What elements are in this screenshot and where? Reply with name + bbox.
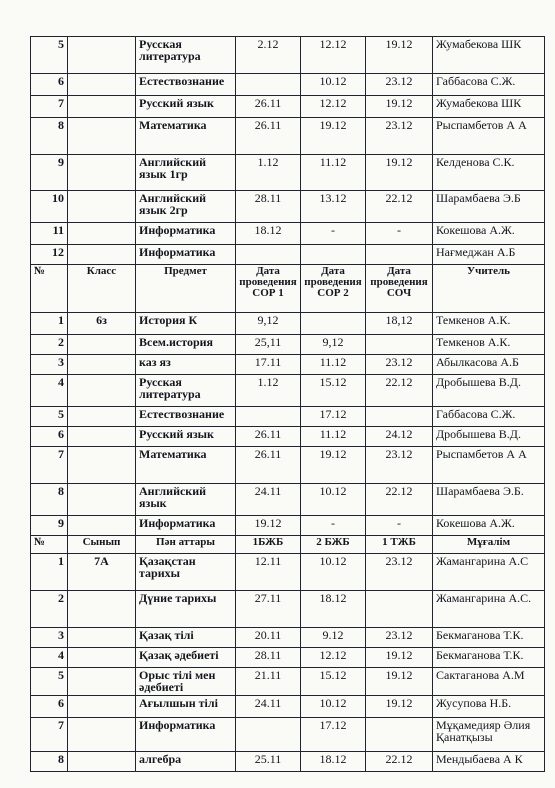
table-row xyxy=(31,335,545,355)
class-name-cell: 7А xyxy=(68,554,136,591)
subject-name-cell: Қазақ тілі xyxy=(136,628,236,648)
table-row xyxy=(31,628,545,648)
row-number-cell: 6 xyxy=(31,74,68,96)
date-2-cell: 17.12 xyxy=(301,407,366,427)
teacher-name-cell: Кокешова А.Ж. xyxy=(433,516,545,536)
date-3-cell: 24.12 xyxy=(366,427,433,447)
date-2-cell: 19.12 xyxy=(301,118,366,155)
date-1-cell: 26.11 xyxy=(236,96,301,118)
table-row xyxy=(31,648,545,668)
teacher-name-cell: Темкенов А.К. xyxy=(433,313,545,335)
date-3-cell: 23.12 xyxy=(366,628,433,648)
table-row xyxy=(31,752,545,772)
table-row xyxy=(31,668,545,696)
date-3-cell: 19.12 xyxy=(366,155,433,191)
class-name-cell xyxy=(68,628,136,648)
date-1-cell: 9,12 xyxy=(236,313,301,335)
date-1-cell: 24.11 xyxy=(236,484,301,516)
date-3-cell xyxy=(366,335,433,355)
date-2-cell: 10.12 xyxy=(301,484,366,516)
subject-name-cell: Дүние тарихы xyxy=(136,591,236,628)
subject-name-cell: Информатика xyxy=(136,718,236,752)
table-row xyxy=(31,223,545,245)
teacher-name-cell: Рыспамбетов А А xyxy=(433,118,545,155)
date-3-cell xyxy=(366,407,433,427)
date-1-cell: 19.12 xyxy=(236,516,301,536)
subject-name-cell: Ағылшын тілі xyxy=(136,696,236,718)
class-name-cell xyxy=(68,96,136,118)
header-date-3-cell: Дата проведения СОЧ xyxy=(366,265,433,313)
teacher-name-cell: Габбасова С.Ж. xyxy=(433,74,545,96)
row-number-cell: 7 xyxy=(31,96,68,118)
teacher-name-cell: Мендыбаева А К xyxy=(433,752,545,772)
table-header-row xyxy=(31,536,545,554)
date-3-cell: - xyxy=(366,223,433,245)
date-2-cell: 15.12 xyxy=(301,668,366,696)
teacher-name-cell: Дробышева В.Д. xyxy=(433,375,545,407)
date-3-cell xyxy=(366,591,433,628)
class-name-cell xyxy=(68,696,136,718)
subject-name-cell: Естествознание xyxy=(136,74,236,96)
date-2-cell: 10.12 xyxy=(301,696,366,718)
date-1-cell xyxy=(236,407,301,427)
class-name-cell xyxy=(68,245,136,265)
date-2-cell: 9.12 xyxy=(301,628,366,648)
subject-name-cell: Қазақстан тарихы xyxy=(136,554,236,591)
subject-name-cell: Информатика xyxy=(136,245,236,265)
subject-name-cell: Информатика xyxy=(136,223,236,245)
date-3-cell: 19.12 xyxy=(366,696,433,718)
row-number-cell: 4 xyxy=(31,375,68,407)
date-2-cell: 9,12 xyxy=(301,335,366,355)
schedule-body xyxy=(31,37,545,772)
teacher-name-cell: Кокешова А.Ж. xyxy=(433,223,545,245)
date-1-cell: 1.12 xyxy=(236,155,301,191)
header-date-1-cell: 1БЖБ xyxy=(236,536,301,554)
date-1-cell xyxy=(236,718,301,752)
row-number-cell: 9 xyxy=(31,516,68,536)
teacher-name-cell: Жамангарина А.С xyxy=(433,554,545,591)
date-2-cell: 12.12 xyxy=(301,648,366,668)
date-3-cell xyxy=(366,245,433,265)
header-class-name-cell: Сынып xyxy=(68,536,136,554)
date-2-cell: - xyxy=(301,223,366,245)
table-row xyxy=(31,484,545,516)
subject-name-cell: Русская литература xyxy=(136,37,236,74)
date-2-cell: 11.12 xyxy=(301,155,366,191)
class-name-cell xyxy=(68,427,136,447)
header-date-3-cell: 1 ТЖБ xyxy=(366,536,433,554)
date-3-cell: 19.12 xyxy=(366,668,433,696)
row-number-cell: 2 xyxy=(31,335,68,355)
row-number-cell: 4 xyxy=(31,648,68,668)
date-2-cell: 19.12 xyxy=(301,447,366,484)
row-number-cell: 3 xyxy=(31,355,68,375)
row-number-cell: 12 xyxy=(31,245,68,265)
teacher-name-cell: Жамангарина А.С. xyxy=(433,591,545,628)
date-2-cell: 12.12 xyxy=(301,96,366,118)
table-row xyxy=(31,696,545,718)
teacher-name-cell: Нағмеджан А.Б xyxy=(433,245,545,265)
teacher-name-cell: Жумабекова ШК xyxy=(433,96,545,118)
row-number-cell: 8 xyxy=(31,484,68,516)
class-name-cell xyxy=(68,155,136,191)
date-1-cell: 12.11 xyxy=(236,554,301,591)
header-date-2-cell: Дата проведения СОР 2 xyxy=(301,265,366,313)
date-2-cell: 11.12 xyxy=(301,427,366,447)
date-1-cell: 18.12 xyxy=(236,223,301,245)
teacher-name-cell: Жумабекова ШК xyxy=(433,37,545,74)
date-3-cell: 23.12 xyxy=(366,355,433,375)
table-row xyxy=(31,155,545,191)
row-number-cell: 8 xyxy=(31,118,68,155)
class-name-cell xyxy=(68,223,136,245)
class-name-cell xyxy=(68,74,136,96)
table-row xyxy=(31,407,545,427)
teacher-name-cell: Рыспамбетов А А xyxy=(433,447,545,484)
class-name-cell xyxy=(68,484,136,516)
class-name-cell xyxy=(68,191,136,223)
header-subject-name-cell: Предмет xyxy=(136,265,236,313)
row-number-cell: 7 xyxy=(31,447,68,484)
subject-name-cell: каз яз xyxy=(136,355,236,375)
class-name-cell xyxy=(68,516,136,536)
header-row-number-cell: № xyxy=(31,536,68,554)
subject-name-cell: История К xyxy=(136,313,236,335)
table-row xyxy=(31,191,545,223)
table-row xyxy=(31,96,545,118)
subject-name-cell: Математика xyxy=(136,118,236,155)
date-3-cell: 23.12 xyxy=(366,447,433,484)
subject-name-cell: Русский язык xyxy=(136,96,236,118)
date-2-cell xyxy=(301,245,366,265)
table-header-row xyxy=(31,265,545,313)
class-name-cell xyxy=(68,407,136,427)
date-1-cell xyxy=(236,245,301,265)
subject-name-cell: Қазақ әдебиеті xyxy=(136,648,236,668)
class-name-cell xyxy=(68,118,136,155)
date-3-cell: 22.12 xyxy=(366,484,433,516)
class-name-cell xyxy=(68,591,136,628)
teacher-name-cell: Сактаганова А.М xyxy=(433,668,545,696)
class-name-cell xyxy=(68,668,136,696)
teacher-name-cell: Бекмаганова Т.К. xyxy=(433,648,545,668)
table-row xyxy=(31,447,545,484)
row-number-cell: 5 xyxy=(31,37,68,74)
table-row xyxy=(31,74,545,96)
class-name-cell xyxy=(68,375,136,407)
table-row xyxy=(31,313,545,335)
date-2-cell: 10.12 xyxy=(301,74,366,96)
date-3-cell: 19.12 xyxy=(366,96,433,118)
table-row xyxy=(31,355,545,375)
header-row-number-cell: № xyxy=(31,265,68,313)
teacher-name-cell: Дробышева В.Д. xyxy=(433,427,545,447)
table-row xyxy=(31,427,545,447)
date-1-cell: 27.11 xyxy=(236,591,301,628)
date-1-cell: 25.11 xyxy=(236,752,301,772)
date-1-cell: 28.11 xyxy=(236,648,301,668)
date-3-cell: 23.12 xyxy=(366,554,433,591)
date-2-cell: 13.12 xyxy=(301,191,366,223)
subject-name-cell: Информатика xyxy=(136,516,236,536)
date-2-cell: 10.12 xyxy=(301,554,366,591)
row-number-cell: 1 xyxy=(31,313,68,335)
class-name-cell xyxy=(68,37,136,74)
header-subject-name-cell: Пән аттары xyxy=(136,536,236,554)
date-3-cell: 22.12 xyxy=(366,375,433,407)
date-2-cell: 11.12 xyxy=(301,355,366,375)
date-1-cell: 24.11 xyxy=(236,696,301,718)
teacher-name-cell: Габбасова С.Ж. xyxy=(433,407,545,427)
date-1-cell: 1.12 xyxy=(236,375,301,407)
date-1-cell: 17.11 xyxy=(236,355,301,375)
row-number-cell: 8 xyxy=(31,752,68,772)
teacher-name-cell: Мұқамедияр Әлия Қанатқызы xyxy=(433,718,545,752)
row-number-cell: 3 xyxy=(31,628,68,648)
date-1-cell: 2.12 xyxy=(236,37,301,74)
date-1-cell: 21.11 xyxy=(236,668,301,696)
date-3-cell: 23.12 xyxy=(366,118,433,155)
subject-name-cell: Английский язык xyxy=(136,484,236,516)
row-number-cell: 5 xyxy=(31,407,68,427)
date-1-cell: 20.11 xyxy=(236,628,301,648)
table-row xyxy=(31,375,545,407)
teacher-name-cell: Келденова С.К. xyxy=(433,155,545,191)
table-row xyxy=(31,245,545,265)
row-number-cell: 10 xyxy=(31,191,68,223)
header-date-1-cell: Дата проведения СОР 1 xyxy=(236,265,301,313)
date-1-cell: 26.11 xyxy=(236,427,301,447)
subject-name-cell: алгебра xyxy=(136,752,236,772)
date-2-cell: 18.12 xyxy=(301,752,366,772)
row-number-cell: 5 xyxy=(31,668,68,696)
date-1-cell: 25,11 xyxy=(236,335,301,355)
row-number-cell: 6 xyxy=(31,696,68,718)
teacher-name-cell: Темкенов А.К. xyxy=(433,335,545,355)
date-1-cell: 26.11 xyxy=(236,447,301,484)
class-name-cell xyxy=(68,718,136,752)
class-name-cell xyxy=(68,447,136,484)
date-3-cell: - xyxy=(366,516,433,536)
class-name-cell xyxy=(68,648,136,668)
date-3-cell: 22.12 xyxy=(366,752,433,772)
row-number-cell: 11 xyxy=(31,223,68,245)
teacher-name-cell: Абылкасова А.Б xyxy=(433,355,545,375)
date-2-cell xyxy=(301,313,366,335)
header-teacher-name-cell: Мұғалім xyxy=(433,536,545,554)
table-row xyxy=(31,118,545,155)
row-number-cell: 7 xyxy=(31,718,68,752)
date-2-cell: 18.12 xyxy=(301,591,366,628)
subject-name-cell: Английский язык 1гр xyxy=(136,155,236,191)
teacher-name-cell: Жусупова Н.Б. xyxy=(433,696,545,718)
class-name-cell xyxy=(68,752,136,772)
date-3-cell: 19.12 xyxy=(366,37,433,74)
class-name-cell xyxy=(68,355,136,375)
date-3-cell: 18,12 xyxy=(366,313,433,335)
table-row xyxy=(31,718,545,752)
class-name-cell: 6з xyxy=(68,313,136,335)
row-number-cell: 2 xyxy=(31,591,68,628)
subject-name-cell: Орыс тілі мен әдебиеті xyxy=(136,668,236,696)
date-1-cell: 28.11 xyxy=(236,191,301,223)
date-3-cell: 22.12 xyxy=(366,191,433,223)
subject-name-cell: Английский язык 2гр xyxy=(136,191,236,223)
subject-name-cell: Математика xyxy=(136,447,236,484)
table-row xyxy=(31,37,545,74)
date-3-cell xyxy=(366,718,433,752)
header-date-2-cell: 2 БЖБ xyxy=(301,536,366,554)
date-2-cell: 17.12 xyxy=(301,718,366,752)
teacher-name-cell: Шарамбаева Э.Б. xyxy=(433,484,545,516)
header-teacher-name-cell: Учитель xyxy=(433,265,545,313)
subject-name-cell: Русская литература xyxy=(136,375,236,407)
header-class-name-cell: Класс xyxy=(68,265,136,313)
row-number-cell: 9 xyxy=(31,155,68,191)
schedule-table xyxy=(30,36,545,772)
subject-name-cell: Русский язык xyxy=(136,427,236,447)
date-3-cell: 19.12 xyxy=(366,648,433,668)
date-1-cell: 26.11 xyxy=(236,118,301,155)
table-row xyxy=(31,554,545,591)
teacher-name-cell: Бекмаганова Т.К. xyxy=(433,628,545,648)
class-name-cell xyxy=(68,335,136,355)
row-number-cell: 6 xyxy=(31,427,68,447)
subject-name-cell: Естествознание xyxy=(136,407,236,427)
date-2-cell: 15.12 xyxy=(301,375,366,407)
teacher-name-cell: Шарамбаева Э.Б xyxy=(433,191,545,223)
date-1-cell xyxy=(236,74,301,96)
subject-name-cell: Всем.история xyxy=(136,335,236,355)
date-2-cell: 12.12 xyxy=(301,37,366,74)
date-3-cell: 23.12 xyxy=(366,74,433,96)
row-number-cell: 1 xyxy=(31,554,68,591)
table-row xyxy=(31,591,545,628)
table-row xyxy=(31,516,545,536)
date-2-cell: - xyxy=(301,516,366,536)
